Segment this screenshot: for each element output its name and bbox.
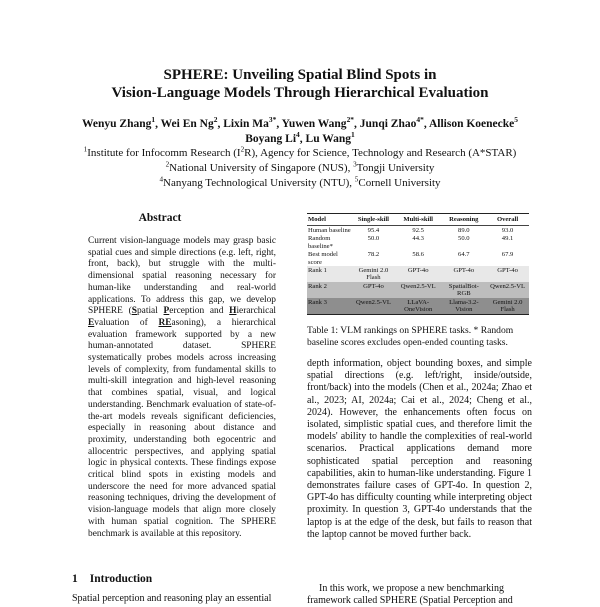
table-cell: 78.2 xyxy=(367,251,380,259)
header-single-skill: Single-skill xyxy=(352,214,395,226)
table-cell: 49.1 xyxy=(501,235,514,243)
title-line-2: Vision-Language Models Through Hierarchical Evaluation xyxy=(111,85,489,101)
table-cell: 64.7 xyxy=(458,251,470,259)
author: Yuwen Wang$^{2*}$ xyxy=(281,115,355,130)
table-cell: Qwen2.5-VL xyxy=(352,298,395,314)
rank-row-1 xyxy=(307,266,529,282)
author-list: Wenyu Zhang$^1$, Wei En Ng$^2$, Lixin $Ma^{3*}$, Yuwen Wang$^{2*}$, Junqi Zhao$^{4*}$, Allison Koenecke$^5$ Boyang Li$^4$, Lu Wang$^1$ xyxy=(82,115,518,145)
table-caption: Table 1: VLM rankings on SPHERE tasks. * Random baseline scores excludes open-ended counting tasks. xyxy=(307,325,514,348)
affiliation-line: $^4$Nanyang Technological University (NTU), $^5$Cornell University xyxy=(159,175,441,189)
author: Boyang Li$^4$ xyxy=(245,130,300,145)
affiliations xyxy=(20,146,580,191)
abstract-body: Current vision-language models may grasp basic spatial cues and simple directions (e.g. left, right, front, back), but struggle with the multi-dimensional spatial reasoning necessary for human-like understanding and real-world applications. To address this gap, we develop SPHERE (Spatial Perception and Hierarchical Evaluation of REasoning), a hierarchical evaluation framework supported by a new human-annotated dataset. SPHERE systematically probes models across increasing levels of complexity, from fundamental skills to multi-skill integration and high-level reasoning that combines spatial, visual, and logical understanding. Benchmark evaluation of state-of-the-art models reveals significant deficiencies, especially in reasoning about distance and proximity, understanding both egocentric and allocentric perspectives, and applying spatial logic in physical contexts. These findings expose critical blind spots in existing models and underscore the need for more advanced spatial reasoning techniques, driving the development of vision-language models that align more closely with human spatial cognition. The SPHERE benchmark is available at this repository. xyxy=(88,236,277,539)
table-row xyxy=(307,226,529,235)
table-cell: 89.0 xyxy=(458,226,470,234)
author: Wenyu Zhang$^1$ xyxy=(82,115,156,130)
affiliation-line: $^1$Institute for Infocomm Research $(I^2R)$, Agency for Science, Technology and Research (A*STAR) xyxy=(83,145,517,159)
table-cell: Rank 2 xyxy=(307,282,352,298)
intro-first-line: Spatial perception and reasoning play an essential xyxy=(72,593,272,604)
header-multi-skill: Multi-skill xyxy=(395,214,442,226)
table-cell: 92.5 xyxy=(412,226,424,234)
header-model: Model xyxy=(307,214,352,226)
table-cell: GPT-4o xyxy=(352,282,395,298)
right-column-next-paragraph: In this work, we propose a new benchmarking framework called SPHERE (Spatial Perception and xyxy=(307,583,513,607)
abstract-heading: Abstract xyxy=(138,212,182,224)
table-row xyxy=(307,251,529,267)
right-column-body: depth information, object bounding boxes, and simple spatial directions (e.g. left/right, inside/outside, front/back) into the models (Chen et al., 2024a; Zhao et al., 2023; AI, 2024a; Cai et al., 2024; Cheng et al., 2024). However, the enhancements often focus on isolated, simplistic spatial cues, and therefore limit the models' ability to handle the complexities of real-world scenarios. Practical applications demand more sophisticated spatial perception and reasoning capabilities, akin to human-like understanding. Figure 1 demonstrates failure cases of GPT-4o. In question 2, GPT-4o has difficulty counting while interpreting object proximity. In question 3, GPT-4o understands that the laptop is at the edge of the desk, but fails to reason that the laptop cannot be moved further back. xyxy=(307,358,532,540)
table-cell: GPT-4o xyxy=(395,266,442,282)
section-heading: 1 Introduction xyxy=(72,573,153,585)
table-cell: Rank 3 xyxy=(307,298,352,314)
table-cell: LLaVA-OneVision xyxy=(395,298,442,314)
affiliation-line: $^2$National University of Singapore (NUS), $^3$Tongji University xyxy=(165,160,435,174)
author: Lixin $Ma^{3*}$ xyxy=(223,115,277,130)
author: Lu Wang$^1$ xyxy=(305,130,355,145)
table-cell: 67.9 xyxy=(501,251,514,259)
table-cell: 95.4 xyxy=(367,226,380,234)
header-overall: Overall xyxy=(486,214,529,226)
table-cell: Rank 1 xyxy=(307,266,352,282)
table-cell: GPT-4o xyxy=(486,266,529,282)
rankings-table xyxy=(307,213,529,315)
author: Wei En Ng$^2$ xyxy=(160,115,218,130)
table-cell: Qwen2.5-VL xyxy=(486,282,529,298)
header-reasoning: Reasoning xyxy=(442,214,487,226)
rank-row-2 xyxy=(307,282,529,298)
table-cell: Best model score xyxy=(308,251,338,266)
rank-row-3 xyxy=(307,298,529,314)
table-cell: Human baseline xyxy=(308,226,351,234)
table-cell: GPT-4o xyxy=(442,266,487,282)
table-cell: Llama-3.2-Vision xyxy=(442,298,487,314)
table-cell: Gemini 2.0 Flash xyxy=(486,298,529,314)
table-cell: Qwen2.5-VL xyxy=(395,282,442,298)
table-cell: SpatialBot-RGB xyxy=(442,282,487,298)
author: Allison Koenecke$^5$ xyxy=(428,115,518,130)
table-row xyxy=(307,235,529,251)
paper-title xyxy=(0,66,600,102)
table-cell: Gemini 2.0 Flash xyxy=(352,266,395,282)
table-cell: Random baseline* xyxy=(308,235,333,250)
table-cell: 58.6 xyxy=(412,251,424,259)
table-cell: 50.0 xyxy=(367,235,380,243)
table-cell: 50.0 xyxy=(458,235,470,243)
table-header-row xyxy=(307,214,529,226)
table-cell: 93.0 xyxy=(501,226,514,234)
title-line-1: SPHERE: Unveiling Spatial Blind Spots in xyxy=(163,67,437,83)
author: Junqi Zhao$^{4*}$ xyxy=(359,115,424,130)
table-cell: 44.3 xyxy=(412,235,424,243)
